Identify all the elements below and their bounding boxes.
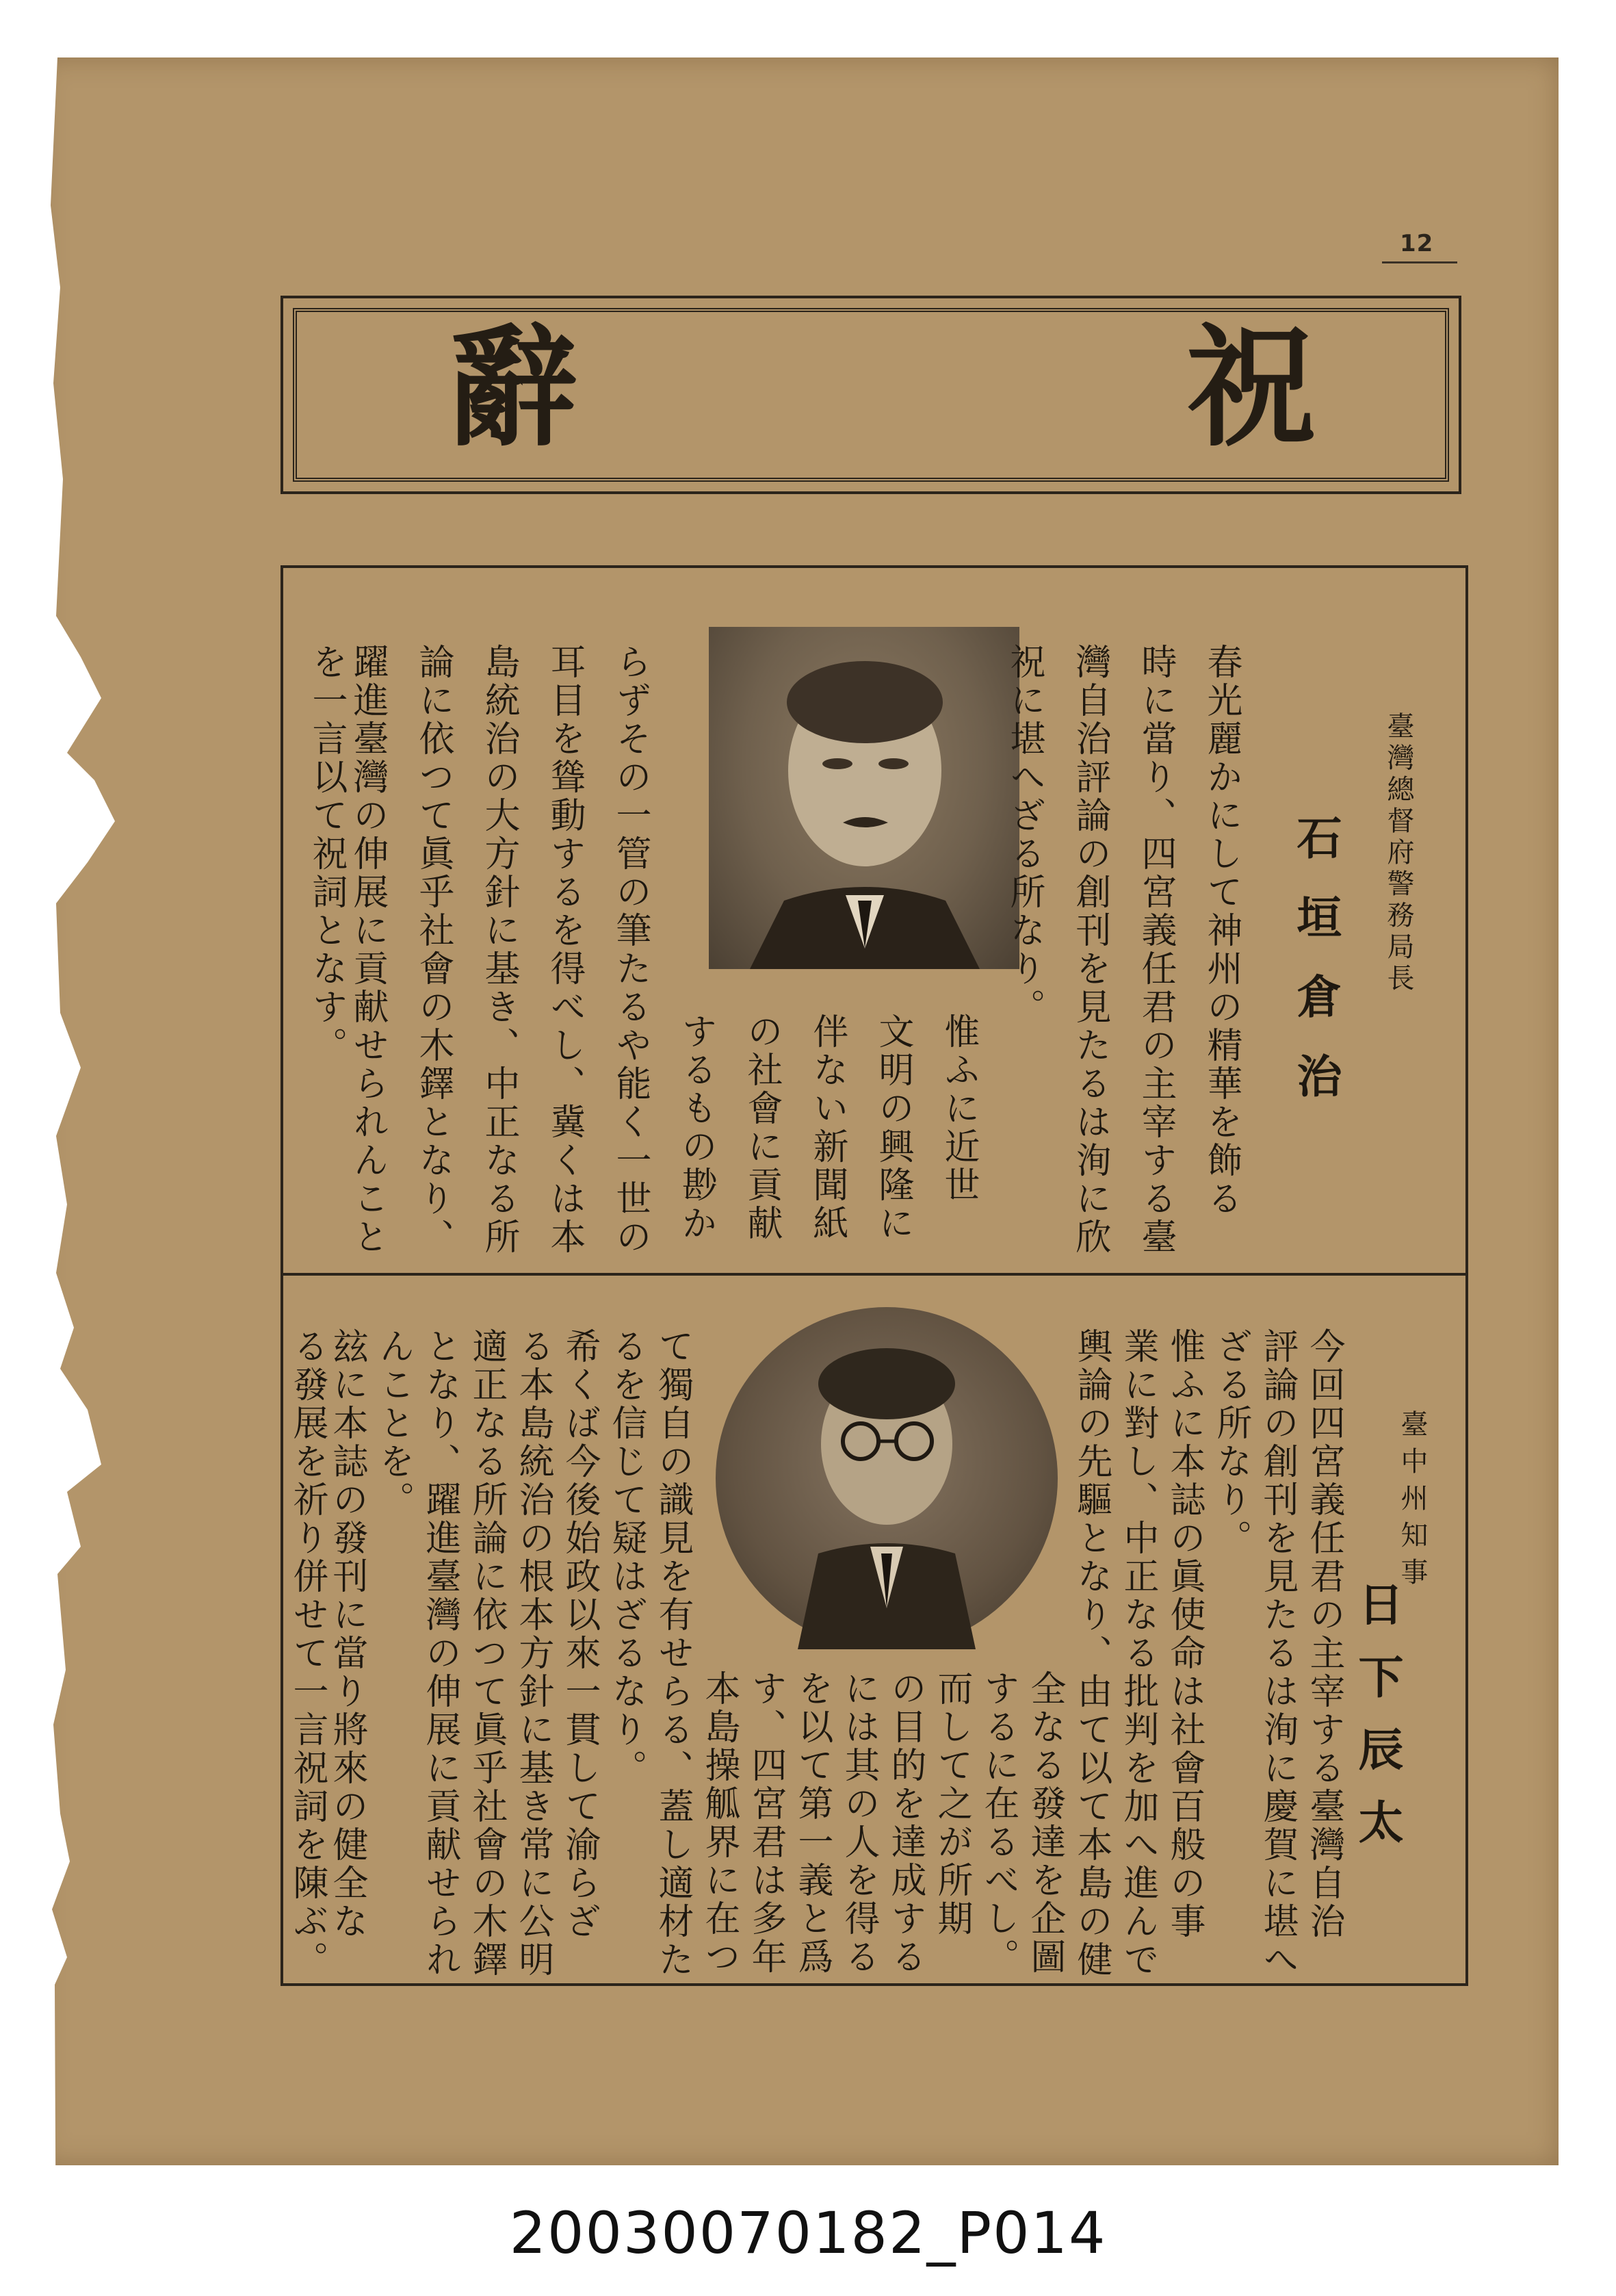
article1-text-col-5: 惟ふに近世 (938, 1013, 979, 1204)
portrait-photo-2 (716, 1307, 1058, 1649)
article2-text-col-10: の目的を達成する (885, 1670, 926, 1976)
article2-text-col-15: て獨自の識見を有せらる、蓋し適材た (652, 1328, 693, 1979)
article1-text-col-7: 伴ない新聞紙 (807, 1013, 848, 1243)
title-char-2: 辭 (447, 311, 578, 464)
article2-text-col-16: るを信じて疑はざるなり。 (605, 1328, 647, 1788)
portrait-photo-1 (709, 627, 1019, 969)
article1-affiliation: 臺灣總督府警務局長 (1383, 712, 1414, 995)
article1-text-col-13: 論に依つて眞乎社會の木鐸となり、 (413, 643, 454, 1256)
article1-text-col-6: 文明の興隆に (872, 1013, 913, 1243)
article-divider (281, 1273, 1468, 1276)
article2-text-col-4: 惟ふに本誌の眞使命は社會百般の事 (1164, 1328, 1205, 1941)
article2-text-col-18: る本島統治の根本方針に基き常に公明 (512, 1328, 553, 1979)
article2-text-col-9: 而して之が所期 (931, 1670, 972, 1938)
article2-author: 日下辰太 (1351, 1581, 1404, 1871)
article1-text-col-14: 躍進臺灣の伸展に貢献せられんこと (347, 643, 388, 1256)
article2-text-col-21: んことを。 (373, 1328, 414, 1519)
article1-text-col-2: 時に當り、四宮義任君の主宰する臺 (1135, 643, 1176, 1256)
article2-text-col-6: 輿論の先驅となり、由て以て本島の健 (1071, 1328, 1112, 1979)
article1-text-col-8: の社會に貢献 (741, 1013, 782, 1243)
article1-text-col-11: 耳目を聳動するを得べし、冀くは本 (544, 643, 585, 1256)
article1-text-col-9: するもの尠か (675, 1013, 716, 1243)
article2-text-col-20: となり、躍進臺灣の伸展に貢献せられ (419, 1328, 460, 1979)
title-box (281, 296, 1461, 494)
article2-text-col-13: す、四宮君は多年 (745, 1670, 786, 1976)
article1-text-col-3: 灣自治評論の創刊を見たるは洵に欣 (1069, 643, 1110, 1256)
article2-text-col-7: 全なる發達を企圖 (1024, 1670, 1065, 1976)
article2-text-col-3: ざる所なり。 (1210, 1328, 1251, 1558)
article1-text-col-10: らずその一管の筆たるや能く一世の (610, 643, 651, 1256)
article2-text-col-11: には其の人を得る (838, 1670, 879, 1976)
article2-text-col-5: 業に對し、中正なる批判を加へ進んで (1117, 1328, 1158, 1979)
article2-text-col-14: 本島操觚界に在つ (699, 1670, 740, 1976)
article1-text-col-4: 祝に堪へざる所なり。 (1004, 643, 1045, 1027)
article2-text-col-2: 評論の創刊を見たるは洵に慶賀に堪へ (1257, 1328, 1298, 1979)
catalog-id: 20030070182_P014 (509, 2200, 1107, 2267)
article2-text-col-1: 今回四宮義任君の主宰する臺灣自治 (1303, 1328, 1344, 1941)
article2-text-col-8: するに在るべし。 (978, 1670, 1019, 1976)
article2-affiliation: 臺中州知事 (1396, 1410, 1428, 1595)
portrait-figure-2 (716, 1307, 1058, 1649)
article2-text-col-17: 希くば今後始政以來一貫して渝らざ (559, 1328, 600, 1941)
article2-text-col-23: る發展を祈り併せて一言祝詞を陳ぶ。 (287, 1328, 328, 1979)
article1-text-col-1: 春光麗かにして神州の精華を飾る (1201, 643, 1242, 1218)
article1-text-col-12: 島統治の大方針に基き、中正なる所 (478, 643, 519, 1256)
article2-text-col-22: 玆に本誌の發刊に當り將來の健全な (326, 1328, 367, 1941)
page-number-rule (1382, 261, 1457, 263)
article2-text-col-19: 適正なる所論に依つて眞乎社會の木鐸 (466, 1328, 507, 1979)
portrait-figure-1 (709, 627, 1019, 969)
article1-author: 石垣倉治 (1289, 814, 1342, 1132)
article2-text-col-12: を以て第一義と爲 (792, 1670, 833, 1976)
title-char-1: 祝 (1186, 311, 1317, 464)
article1-text-col-15: を一言以て祝詞となす。 (306, 643, 347, 1065)
torn-edge (40, 0, 122, 2296)
page-number: 12 (1400, 230, 1434, 257)
